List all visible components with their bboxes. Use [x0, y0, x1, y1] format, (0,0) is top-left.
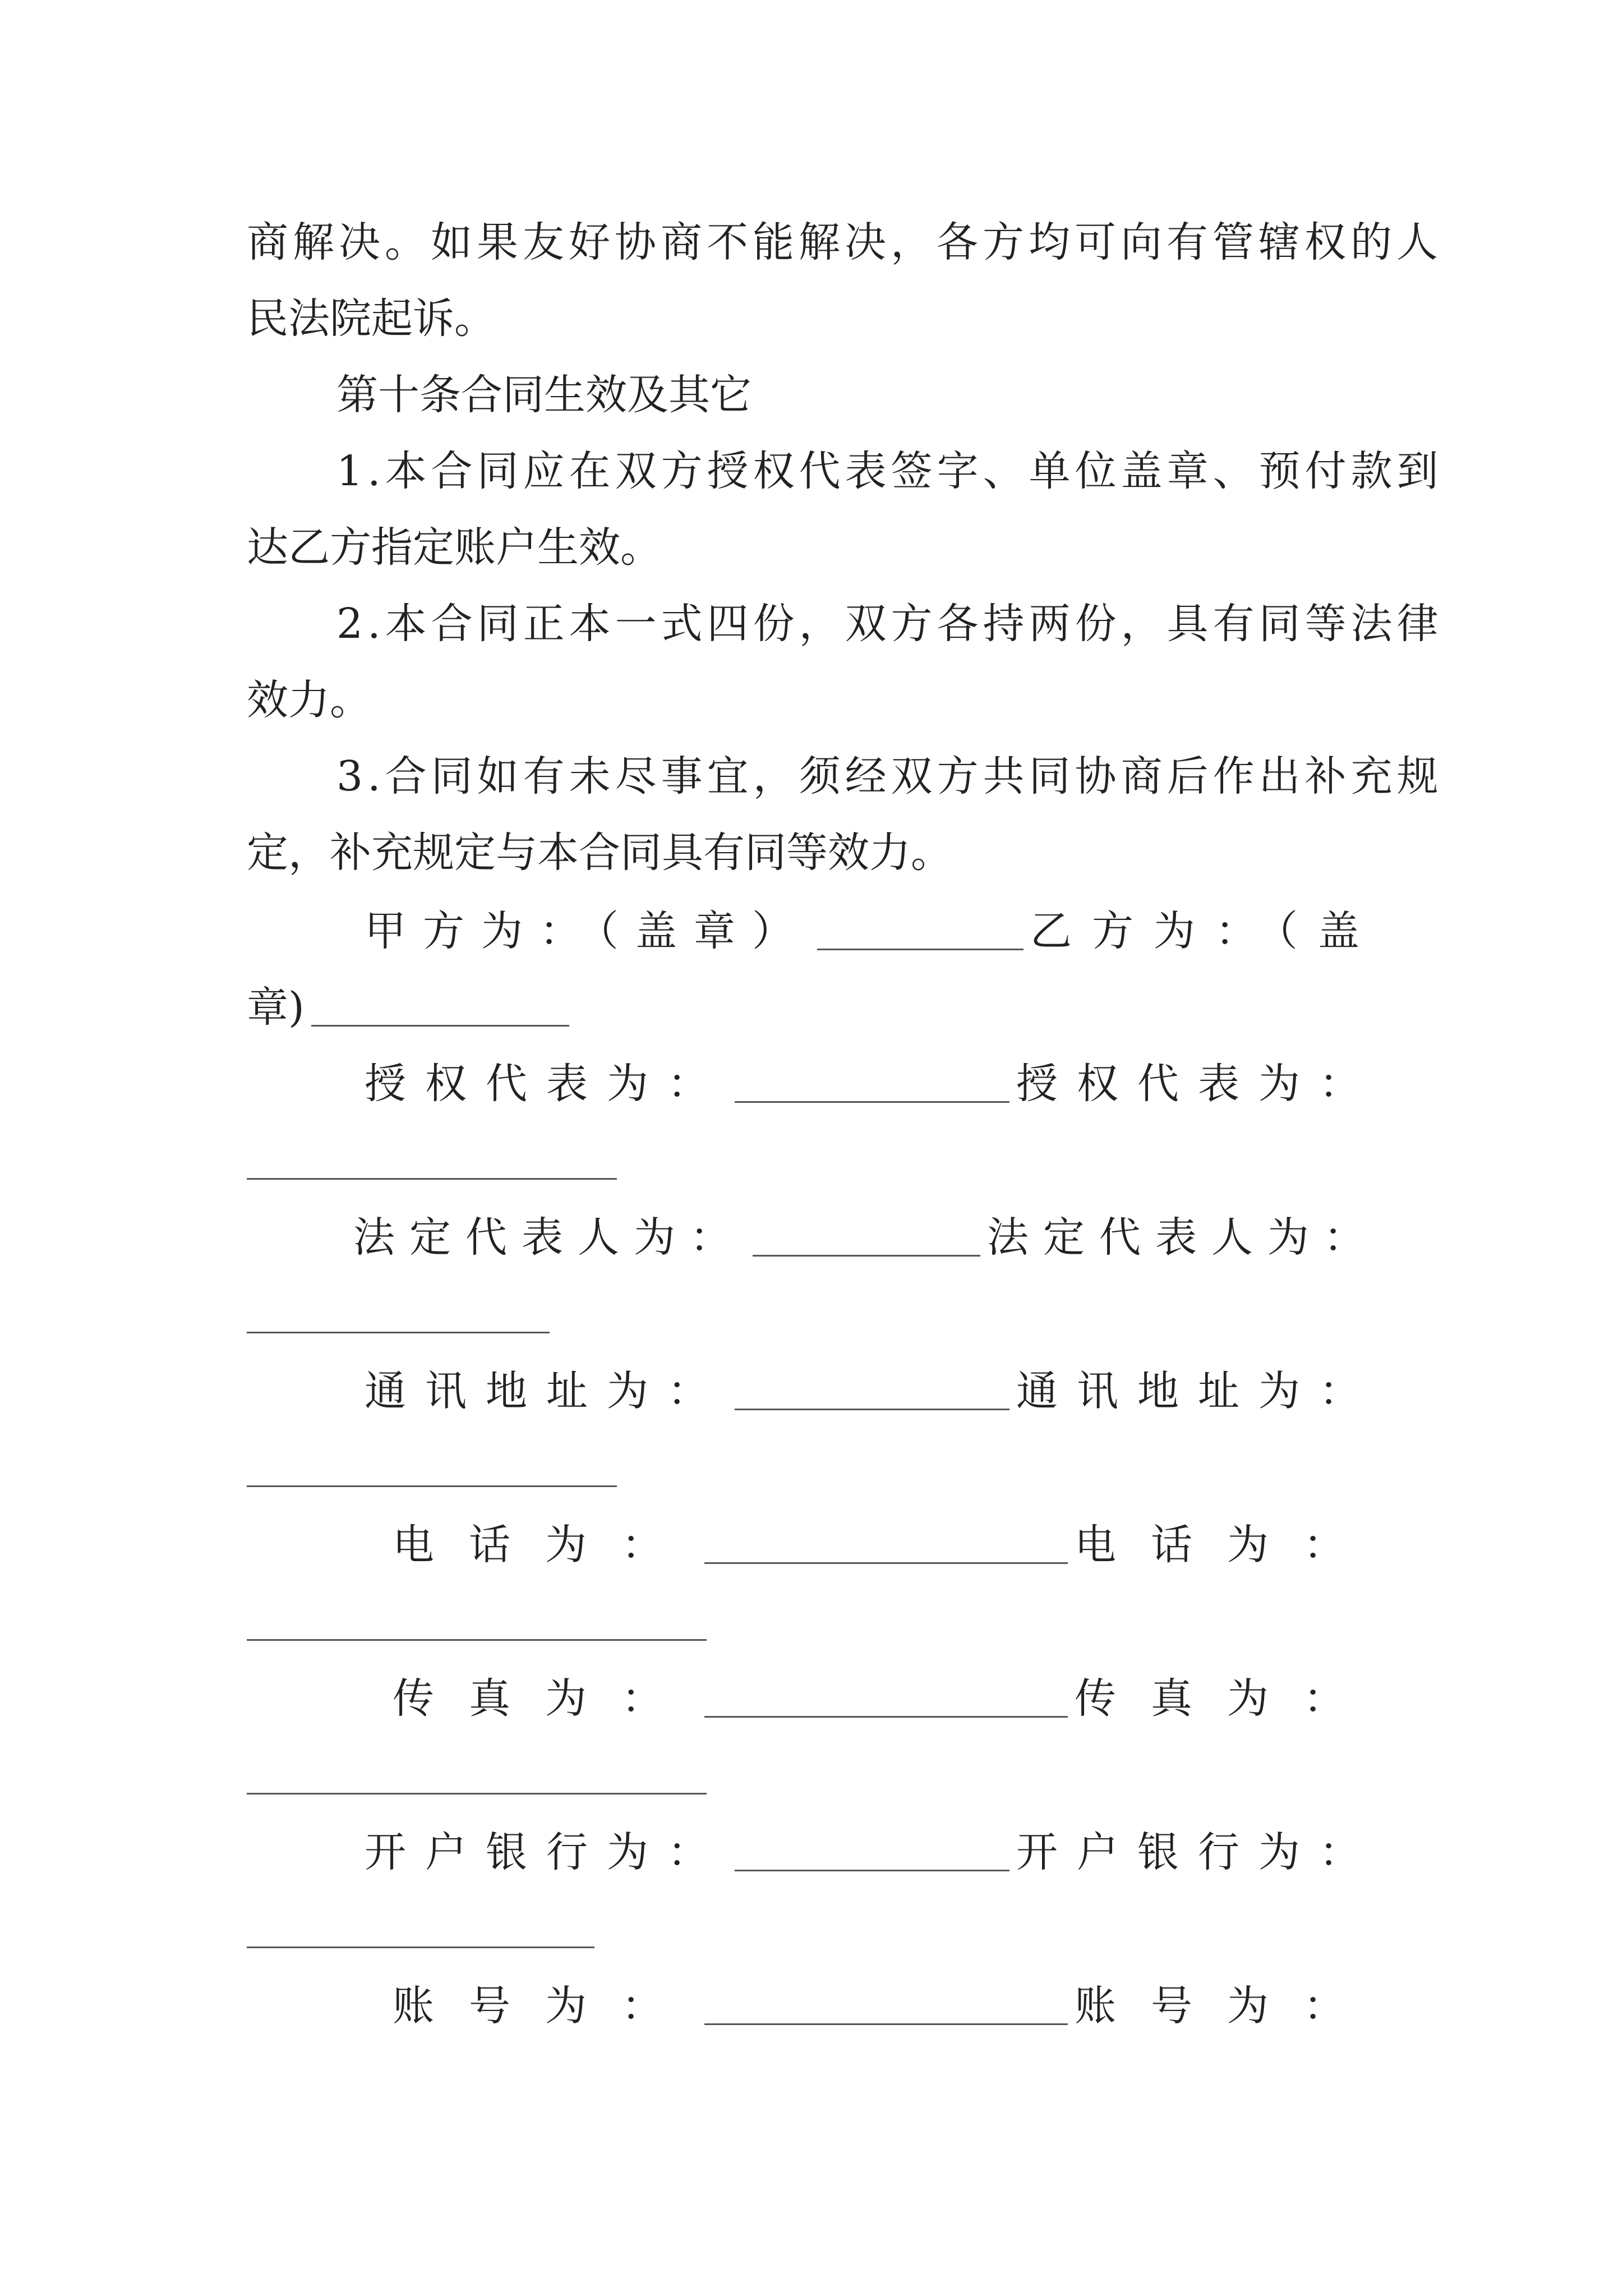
address-label-a: 通讯地址为： — [365, 1367, 728, 1415]
party-a-seal-blank — [817, 909, 1023, 950]
para-dispute-line1 — [247, 214, 1442, 270]
clause-3-text2: 定，补充规定与本合同具有同等效力。 — [247, 829, 952, 877]
party-b-label: 乙方为：（盖 — [1030, 907, 1380, 955]
bank-label-a: 开户银行为： — [365, 1828, 728, 1876]
bank-blank-a — [735, 1830, 1009, 1871]
authorized-rep-blank-b — [247, 1176, 617, 1180]
fax-blank-a — [704, 1677, 1068, 1718]
account-label-a: 账号为： — [393, 1982, 698, 2030]
clause-3-line2 — [247, 825, 1380, 881]
signature-party-row-cont — [247, 979, 1380, 1036]
fax-label-a: 传真为： — [393, 1674, 698, 1723]
field-row-phone — [247, 1517, 1380, 1573]
field-row-account — [247, 1978, 1380, 2034]
section-heading — [336, 367, 1469, 423]
party-a-label: 甲方为：（盖章） — [365, 907, 810, 955]
phone-blank-b — [247, 1637, 707, 1641]
legal-rep-label-a: 法定代表人为： — [353, 1213, 746, 1262]
bank-label-b: 开户银行为： — [1016, 1828, 1380, 1876]
address-label-b: 通讯地址为： — [1016, 1367, 1380, 1415]
clause-1-line2 — [247, 519, 1380, 576]
phone-label-a: 电话为： — [393, 1521, 698, 1569]
phone-label-b: 电话为： — [1075, 1521, 1380, 1569]
clause-1-line1 — [336, 443, 1443, 499]
authorized-rep-blank-a — [735, 1062, 1009, 1103]
clause-1-text2: 达乙方指定账户生效。 — [247, 523, 662, 572]
clause-2-line2 — [247, 672, 1380, 728]
field-row-fax — [247, 1671, 1380, 1727]
authorized-rep-label-b: 授权代表为： — [1016, 1060, 1380, 1108]
fax-blank-b — [247, 1791, 707, 1795]
field-row-bank — [247, 1824, 1380, 1880]
clause-2-text2: 效力。 — [247, 676, 371, 724]
signature-party-row — [247, 903, 1380, 959]
authorized-rep-label-a: 授权代表为： — [365, 1060, 728, 1108]
account-blank-a — [704, 1984, 1068, 2025]
legal-rep-label-b: 法定代表人为： — [987, 1213, 1380, 1262]
clause-2-line1 — [336, 596, 1443, 652]
field-row-legal-rep — [247, 1209, 1380, 1266]
bank-blank-b — [247, 1944, 594, 1948]
field-row-address — [247, 1363, 1380, 1419]
clause-1-text1: 1.本合同应在双方授权代表签字、单位盖章、预付款到 — [336, 447, 1443, 495]
clause-3-line1 — [336, 748, 1443, 804]
address-blank-a — [735, 1369, 1009, 1410]
section-heading-text: 第十条合同生效及其它 — [336, 371, 751, 419]
clause-3-text1: 3.合同如有未尽事宜，须经双方共同协商后作出补充规 — [336, 752, 1443, 800]
party-b-label-cont: 章) — [247, 983, 305, 1032]
party-b-seal-blank — [311, 986, 569, 1027]
phone-blank-a — [704, 1523, 1068, 1564]
field-row-authorized-rep — [247, 1056, 1380, 1112]
legal-rep-blank-b — [247, 1329, 550, 1333]
para-dispute-line2 — [247, 291, 1380, 347]
address-blank-b — [247, 1483, 617, 1487]
account-label-b: 账号为： — [1075, 1982, 1380, 2030]
fax-label-b: 传真为： — [1075, 1674, 1380, 1723]
para-dispute-text1: 商解决。如果友好协商不能解决，各方均可向有管辖权的人 — [247, 218, 1442, 266]
para-dispute-text2: 民法院起诉。 — [247, 295, 496, 343]
legal-rep-blank-a — [753, 1216, 980, 1257]
clause-2-text1: 2.本合同正本一式四份，双方各持两份，具有同等法律 — [336, 600, 1443, 648]
